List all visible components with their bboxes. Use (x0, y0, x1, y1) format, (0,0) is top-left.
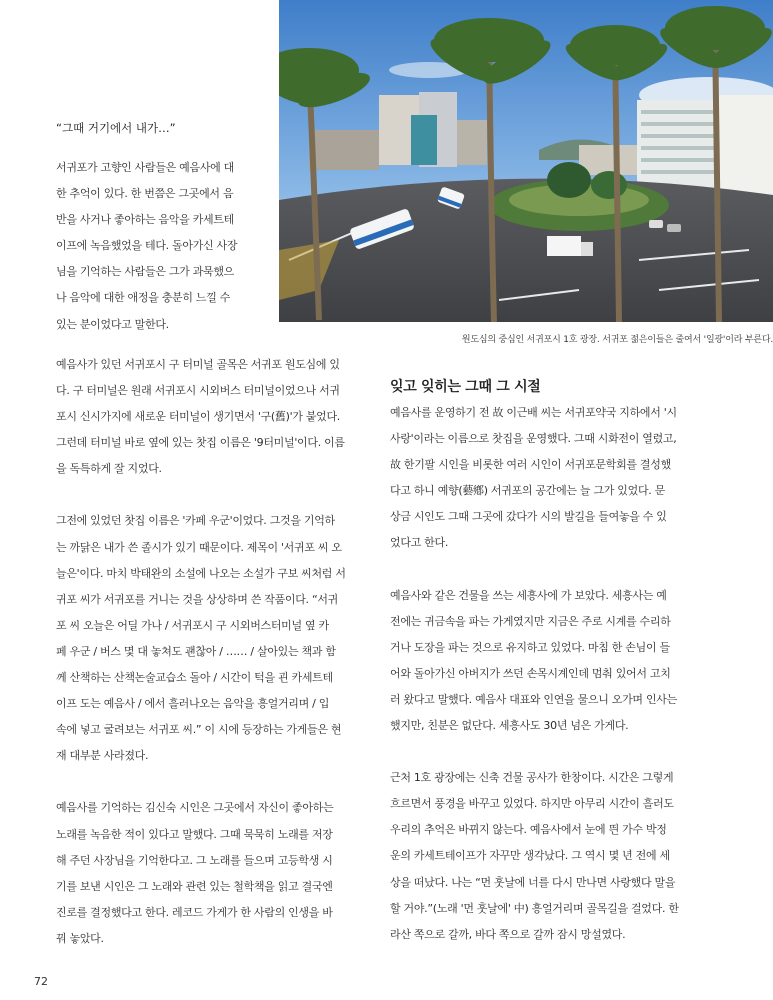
text-line: 예음사가 있던 서귀포시 구 터미널 골목은 서귀포 원도심에 있 (56, 358, 340, 371)
text-line: 포 씨 오늘은 어딜 가나 / 서귀포시 구 시외버스터미널 옆 카 (56, 618, 329, 632)
text-line: 예음사를 기억하는 김신숙 시인은 그곳에서 자신이 좋아하는 (56, 801, 334, 815)
text-line: 었다고 한다. (390, 536, 449, 550)
left-column (56, 352, 366, 952)
text-line: 진로를 결정했다고 한다. 레코드 가게가 한 사람의 인생을 바 (56, 905, 333, 919)
text-line: 그런데 터미널 바로 옆에 있는 찻집 이름은 '9터미널'이다. 이름 (56, 436, 345, 450)
text-line: 는 까닭은 내가 쓴 졸시가 있기 때문이다. 제목이 '서귀포 씨 오 (56, 540, 342, 554)
photo-caption: 원도심의 중심인 서귀포시 1호 광장. 서귀포 젊은이들은 줄여서 '일광'이라 부른다. (461, 335, 773, 345)
text-line: 한 추억이 있다. 한 번쯤은 그곳에서 음 (56, 187, 234, 201)
text-line: 있는 분이었다고 말한다. (56, 317, 169, 331)
text-line: 귀포 씨가 서귀포를 거니는 것을 상상하며 쓴 작품이다. “서귀 (56, 592, 338, 606)
text-line: 다. 구 터미널은 원래 서귀포시 시외버스 터미널이었으나 서귀 (56, 384, 340, 398)
text-line: 라산 쪽으로 갈까, 바다 쪽으로 갈까 잠시 망설였다. (390, 927, 626, 941)
roundabout-photo (279, 0, 773, 322)
text-line: 해 주던 사장님을 기억한다고. 그 노래를 들으며 고등학생 시 (56, 853, 333, 867)
text-line: 할 거야.”(노래 '먼 훗날에' 中) 흥얼거리며 골목길을 걸었다. 한 (390, 901, 679, 915)
text-line: 나 음악에 대한 애정을 충분히 느낄 수 (56, 291, 231, 305)
text-line: 속에 넣고 굴려보는 서귀포 씨.” 이 시에 등장하는 가게들은 현 (56, 723, 342, 737)
text-line: 포시 신시가지에 새로운 터미널이 생기면서 '구(舊)'가 붙었다. (56, 410, 341, 424)
section-title: 잊고 잊히는 그때 그 시절 (390, 379, 541, 395)
text-line: 故 한기팔 시인을 비롯한 여러 시인이 서귀포문학회를 결성했 (390, 458, 671, 472)
text-line: 그전에 있었던 찻집 이름은 '카페 우군'이었다. 그것을 기억하 (56, 514, 335, 528)
text-line: 서귀포가 고향인 사람들은 예음사에 대 (56, 161, 235, 174)
text-line: 을 독특하게 잘 지었다. (56, 462, 162, 476)
text-line: 다고 하니 예향(藝鄕) 서귀포의 공간에는 늘 그가 있었다. 문 (390, 484, 665, 498)
text-line: 기를 보낸 시인은 그 노래와 관련 있는 철학책을 읽고 결국엔 (56, 879, 333, 893)
text-line: 반을 사거나 좋아하는 음악을 카세트테 (56, 213, 235, 227)
text-line: 페 우군 / 버스 몇 대 놓쳐도 괜찮아 / …… / 살아있는 책과 함 (56, 644, 336, 658)
text-line: 꿔 놓았다. (56, 931, 104, 945)
text-line: 재 대부분 사라졌다. (56, 749, 149, 763)
text-line: 했지만, 친분은 없단다. 세흥사도 30년 넘은 가게다. (390, 719, 629, 733)
text-line: 예음사를 운영하기 전 故 이근배 씨는 서귀포약국 지하에서 '시 (390, 406, 677, 419)
text-line: 흐르면서 풍경을 바꾸고 있었다. 하지만 아무리 시간이 흘러도 (390, 797, 674, 811)
text-line: 께 산책하는 산책논술교습소 돌아 / 시간이 턱을 괸 카세트테 (56, 671, 333, 685)
text-line: 사랑'이라는 이름으로 찻집을 운영했다. 그때 시화전이 열렸고, (390, 432, 677, 446)
text-line: 늘은'이다. 마치 박태완의 소설에 나오는 소설가 구보 씨처럼 서 (56, 566, 346, 580)
quote-heading: “그때 거기에서 내가…” (56, 121, 176, 135)
left-top-column (56, 155, 262, 338)
text-line: 어와 돌아가신 아버지가 쓰던 손목시계인데 멈춰 있어서 고치 (390, 666, 671, 680)
text-line: 님을 기억하는 사람들은 그가 과묵했으 (56, 265, 235, 279)
text-line: 이프 도는 예음사 / 에서 흘러나오는 음악을 흥얼거리며 / 입 (56, 697, 330, 711)
text-line: 예음사와 같은 건물을 쓰는 세흥사에 가 보았다. 세흥사는 예 (390, 588, 667, 602)
text-line: 이프에 녹음했었을 테다. 돌아가신 사장 (56, 239, 238, 253)
text-line: 상을 떠났다. 나는 “먼 훗날에 너를 다시 만나면 사랑했다 말을 (390, 875, 676, 889)
text-line: 운의 카세트테이프가 자꾸만 생각났다. 그 역시 몇 년 전에 세 (390, 849, 670, 863)
text-line: 상금 시인도 그때 그곳에 갔다가 시의 발길을 들여놓을 수 있 (390, 510, 667, 524)
text-line: 러 왔다고 말했다. 예음사 대표와 인연을 물으니 오가며 인사는 (390, 692, 677, 706)
text-line: 노래를 녹음한 적이 있다고 말했다. 그때 묵묵히 노래를 저장 (56, 827, 333, 841)
page-number: 72 (34, 975, 48, 988)
right-column (390, 400, 700, 948)
text-line: 근처 1호 광장에는 신축 건물 공사가 한창이다. 시간은 그렇게 (390, 771, 674, 785)
text-line: 거나 도장을 파는 것으로 유지하고 있었다. 마침 한 손님이 들 (390, 640, 670, 654)
text-line: 전에는 귀금속을 파는 가게였지만 지금은 주로 시계를 수리하 (390, 614, 671, 628)
text-line: 우리의 추억은 바뀌지 않는다. 예음사에서 눈에 띈 가수 박정 (390, 823, 667, 837)
